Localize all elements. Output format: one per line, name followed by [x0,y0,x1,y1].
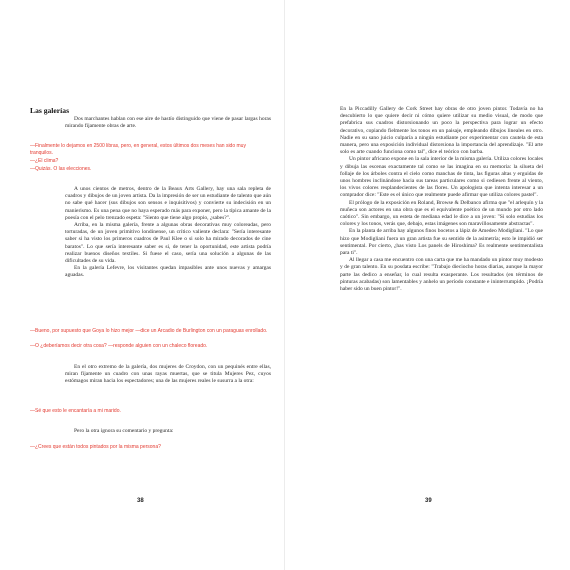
dialogue-note: —Bueno, por supuesto que Goya lo hizo mejor —dice un Arcadio de Burlington con un paraguas enrollado. [30,328,268,334]
dialogue-note: —¿El clima? [30,158,59,164]
body-paragraph: Un pintor africano expone en la sala interior de la misma galería. Utiliza colores locales y dibuja las escenas exactamente tal como se las imagina en su memoria: la silueta del follaje de los árboles contra el cielo como manchas de tinta, las figuras altas y erguidas de unos hombres inclinándose hacia sus tareas particulares como si cediesen frente al viento, los vivos colores resplandecientes de las flores. Un apologista que intenta interesar a un comprador dice: "Este es el único que realmente puede afirmar que utiliza colores pastel". [340,156,543,199]
body-paragraph: Al llegar a casa me encuentro con una carta que me ha mandado un pintor muy modesto y de gran talento. En su posdata escribe: "Trabajo dieciocho horas diarias, aunque la mayor parte las dedico a enseñar, lo cual resulta exasperante. Los resultados (en términos de pinturas acabadas) son lamentables y anhelo un período constante e ininterrumpido. ¡Podría haber sido un buen pintor!". [340,257,543,293]
dialogue-note: —O ¿deberíamos decir otra cosa? —responde alguien con un chaleco floreado. [30,343,208,349]
page-number: 38 [137,498,144,504]
body-paragraph: En el otro extremo de la galería, dos mujeres de Croydon, con un pequinés entre ellas, miran fijamente un cuadro con unas rayas muertas, que se titula Mujeres Pez, cuyos estómagos miran hacia los espectadores; una de las mujeres reales le susurra a la otra: [65,364,271,385]
dialogue-note: —Finalmente lo dejamos en 2500 libras, pero, en general, estos últimos dos meses han sido muy tranquilos. [30,143,246,157]
body-block-3 [65,428,271,435]
body-paragraph: En la Piccadilly Gallery de Cork Street hay obras de otro joven pintor. Todavía no ha descubierto lo que quiere decir ni cómo quiere utilizar su medio visual, de modo que prefabrica sus cuadros distorsionando un poco la perspectiva para lograr un efecto decorativo, copiando fielmente los tonos en un paisaje, empleando dibujos lineales en otro. Nadie en su sano juicio culparía a ningún estudiante por experimentar con cautela de esta manera, pero una exposición individual distorsiona la importancia del aprendizaje. "El arte solo es arte cuando funciona como tal", dice el teórico con barba. [340,106,543,156]
intro-paragraph-block [65,116,271,130]
dialogue-note: —¿Crees que están todos pintados por la misma persona? [30,444,161,450]
body-paragraph: Pero la otra ignora su comentario y pregunta: [74,428,174,434]
body-block-2 [65,364,271,386]
body-paragraph: En la galería Lefevre, los visitantes quedan impasibles ante unos nuevas y amargas aguadas. [65,265,271,279]
body-paragraph: Arriba, en la misma galería, frente a algunas obras decorativas muy coloreadas, pero torturadas, de un joven primitivo londinense, un crítico valiente declara: "Sería interesante saber si ha visto los primeros cuadros de Paul Klee o si solo ha mirado decorados de cine baratos". Lo que sería interesante saber es si, de tener la oportunidad, este artista podría realizar buenos diseños textiles. Si fuese el caso, sería una solución a algunas de las dificultades de su vida. [65,222,271,265]
body-paragraph: A unos cientos de metros, dentro de la Beaux Arts Gallery, hay una sala repleta de cuadros y dibujos de un joven artista. Da la impresión de ser un estudiante de talento que aún no sabe qué hacer (sus dibujos son sensos e inquisitivos) y convierte su indecisión en un manierismo. Es una pena que no haya esperado más para exponer, pero la típica amante de la poesía con el pelo trenzado espeta: "Siento que tiene algo propio, ¿sabes?". [65,186,271,221]
body-block-1 [65,186,271,280]
right-body-block [340,106,543,293]
section-heading: Las galerías [30,106,70,115]
body-paragraph: En la planta de arriba hay algunos finos bocetos a lápiz de Amedeo Modigliani. "Lo que hizo que Modigliani fuera un gran artista fue su sentido de la asimetría; esto le impidió ser sentimental. Por cierto, ¿has visto Los panels de Hiroshima? Es realmente sentimentalista para ti". [340,228,543,257]
dialogue-note: —Quizás. O las elecciones. [30,166,92,172]
body-paragraph: El prólogo de la exposición en Roland, Browse & Delbanco afirma que "el arlequín y la muñeca son actores en una obra que es el equivalente poético de un mundo por otro lado caótico". Sin embargo, un esteta de mediana edad le dice a un joven: "Si solo estudias los colores y los tonos, verás que, debajo, estas imágenes son maravillosamente abstractas". [340,199,543,228]
intro-paragraph: Dos marchantes hablan con ese aire de hastío distinguido que viene de pasar largas horas mirando fijamente obras de arte. [65,116,271,130]
page-number: 39 [425,498,432,504]
dialogue-note: —Sé que esto le encantaría a mi marido. [30,408,121,414]
